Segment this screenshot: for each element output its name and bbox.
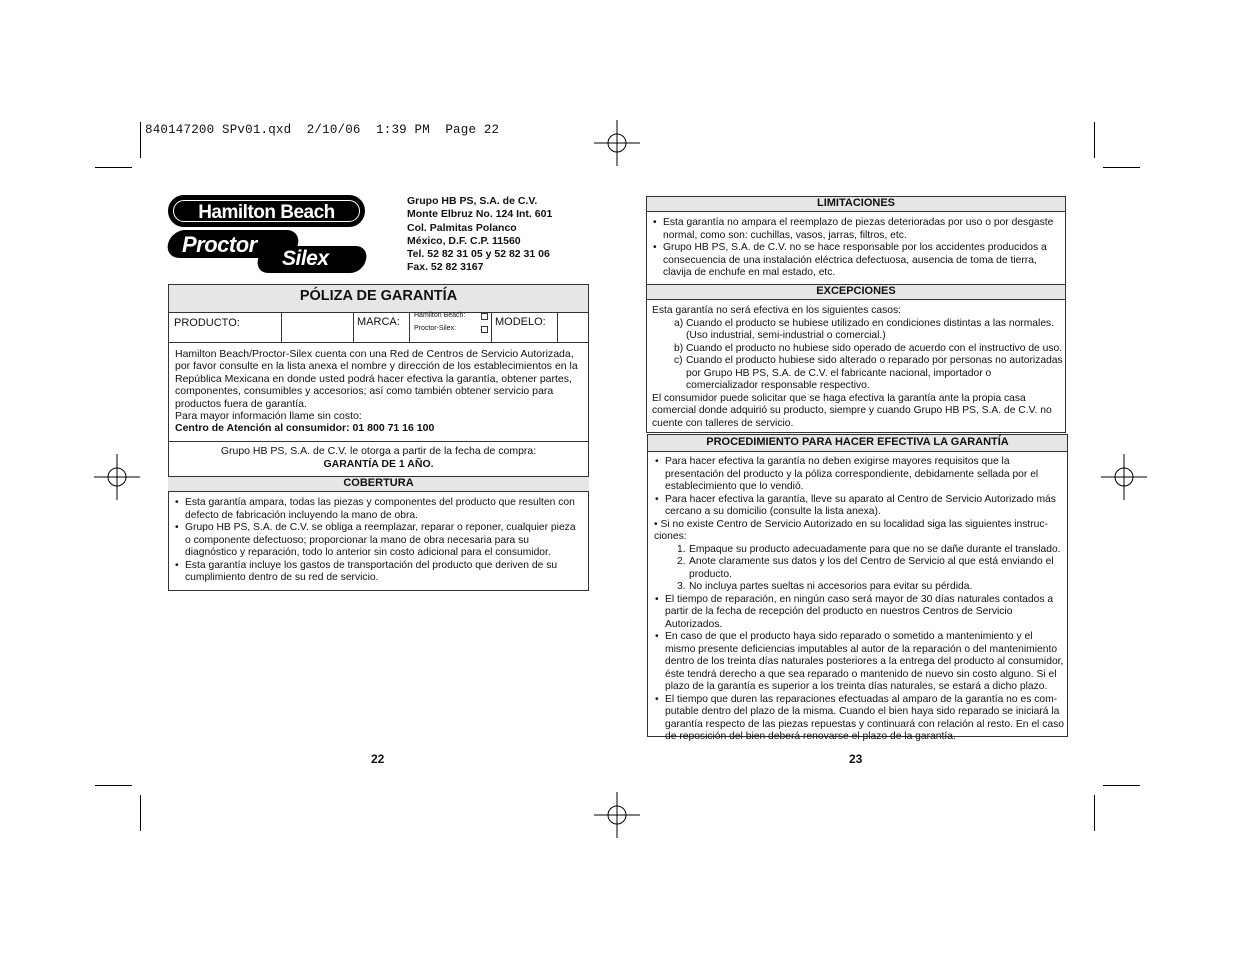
list-item: • En caso de que el producto haya sido reparado o sometido a mantenimiento y el mismo presente deficiencias imputables al autor de la reparación o del mantenimiento dentro de los treinta días naturales posteriores a la entrega del producto al consumidor, éste tendrá derecho a que sea reparado o mantenido de nuevo sin costo alguno. Si el plazo de la garantía es superior a los treinta días naturales, se estará a dicho plazo. <box>649 631 1065 694</box>
crop-mark <box>1103 167 1140 168</box>
crop-mark <box>95 167 132 168</box>
cobertura-title: COBERTURA <box>343 477 414 489</box>
list-item: • Esta garantía no ampara el reemplazo de piezas deterioradas por uso o por desgaste normal, como son: cuchillas, vasos, jarras, filtros, etc. <box>647 217 1062 242</box>
poliza-title: PÓLIZA DE GARANTÍA <box>299 288 458 304</box>
procedimiento-list: • Para hacer efectiva la garantía no deben exigirse mayores requisitos que la presentación del producto y la póliza correspondiente, debidamente sellada por el establecimiento que lo vendió. • Para hacer efectiva la garantía, lleve su aparato al Centro de Servicio Autorizado más cercano a su domicilio (consulte la lista anexa). • Si no existe Centro de Servicio Autorizado en su localidad siga las siguientes instruc- ciones: 1. Empaque su producto adecuadamente para que no se dañe durante el translado. 2. Anote claramente sus datos y los del Centro de Servicio al que está enviando el producto. 3. No incluya partes sueltas ni accesorios para evitar su pérdida. • El tiempo de reparación, en ningún caso será mayor de 30 días naturales contados a partir de la fecha de recepción del producto en nuestros Centros de Servicio Autorizados. • En caso de que el producto haya sido reparado o sometido a mantenimiento y el mismo presente deficiencias imputables al autor de la reparación o del mantenimiento dentro de los treinta días naturales posteriores a la entrega del producto al consumidor, éste tendrá derecho a que sea reparado o mantenido de nuevo sin costo alguno. Si el plazo de la garantía es superior a los treinta días naturales, se estará a dicho plazo. • El tiempo que duren las reparaciones efectuadas al amparo de la garantía no es com- putable dentro del plazo de la misma. Cuando el bien haya sido reparado se iniciará la garantía respecto de las piezas repuestas y continuará con relación al resto. En el caso de reposición del bien deberá renovarse el plazo de la garantía. <box>649 456 1065 744</box>
page-number-right: 23 <box>849 752 863 766</box>
modelo-field[interactable] <box>557 312 589 342</box>
crop-mark <box>140 122 141 158</box>
hamilton-checkbox[interactable] <box>481 313 488 320</box>
list-item: • Esta garantía ampara, todas las piezas y componentes del producto que resulten con defecto de fabricación incluyendo la mano de obra. <box>169 497 579 522</box>
page-number-left: 22 <box>371 752 385 766</box>
divider <box>168 441 589 442</box>
registration-mark-icon <box>594 792 640 838</box>
procedimiento-title: PROCEDIMIENTO PARA HACER EFECTIVA LA GARANTÍA <box>706 436 1009 448</box>
proctor-checkbox[interactable] <box>481 326 488 333</box>
list-item: • Grupo HB PS, S.A. de C.V. no se hace responsable por los accidentes producidos a consecuencia de una instalación eléctrica defectuosa, ausencia de toma de tierra, clavija de enchufe en mal estado, etc. <box>647 242 1062 280</box>
crop-mark <box>95 785 132 786</box>
modelo-label: MODELO: <box>495 316 546 328</box>
registration-mark-icon <box>594 120 640 166</box>
excepciones-title: EXCEPCIONES <box>816 285 896 297</box>
crop-mark <box>1094 795 1095 831</box>
slug-line: 840147200 SPv01.qxd 2/10/06 1:39 PM Page 22 <box>145 123 500 137</box>
list-item: • Para hacer efectiva la garantía no deben exigirse mayores requisitos que la presentación del producto y la póliza correspondiente, debidamente sellada por el establecimiento que lo vendió. <box>649 456 1065 494</box>
list-item: • El tiempo de reparación, en ningún caso será mayor de 30 días naturales contados a partir de la fecha de recepción del producto en nuestros Centros de Servicio Autorizados. <box>649 594 1065 632</box>
marca-label: MARCA: <box>357 316 400 328</box>
hamilton-beach-logo: Hamilton Beach <box>168 195 365 227</box>
limitaciones-title: LIMITACIONES <box>816 197 895 209</box>
company-address: Grupo HB PS, S.A. de C.V. Monte Elbruz No. 124 Int. 601 Col. Palmitas Polanco México, D.F. C.P. 11560 Tel. 52 82 31 05 y 52 82 31 06 Fax. 52 82 3167 <box>407 195 553 274</box>
cobertura-list <box>169 497 579 585</box>
crop-mark <box>1103 785 1140 786</box>
list-item: • Esta garantía incluye los gastos de transportación del producto que deriven de su cumplimiento dentro de su red de servicio. <box>169 560 579 585</box>
list-item: • Grupo HB PS, S.A. de C.V. se obliga a reemplazar, reparar o reponer, cualquier pieza o componente defectuoso; proporcionar la mano de obra necesaria para su diagnóstico y reparación, todo lo anterior sin costo adicional para el consumidor. <box>169 522 579 560</box>
list-item: • Para hacer efectiva la garantía, lleve su aparato al Centro de Servicio Autorizado más cercano a su domicilio (consulte la lista anexa). <box>649 494 1065 519</box>
crop-mark <box>1094 122 1095 158</box>
producto-field[interactable] <box>281 312 354 342</box>
garantia-otorga: Grupo HB PS, S.A. de C.V. le otorga a partir de la fecha de compra: GARANTÍA DE 1 AÑO. <box>220 445 537 470</box>
registration-mark-icon <box>1101 454 1147 500</box>
producto-label: PRODUCTO: <box>174 317 240 329</box>
crop-mark <box>140 795 141 831</box>
list-item: • El tiempo que duren las reparaciones efectuadas al amparo de la garantía no es com- putable dentro del plazo de la misma. Cuando el bien haya sido reparado se iniciará la garantía respecto de las piezas repuestas y continuará con relación al resto. En el caso de reposición del bien deberá renovarse el plazo de la garantía. <box>649 694 1065 744</box>
poliza-intro: Hamilton Beach/Proctor-Silex cuenta con una Red de Centros de Servicio Autorizada, por favor consulte en la lista anexa el nombre y dirección de los establecimientos en la República Mexicana en donde usted podrá hacer efectiva la garantía, obtener partes, componentes, consumibles y accesorios; así como también obtener servicio para productos fuera de garantía. Para mayor información llame sin costo: Centro de Atención al consumidor: 01 800 71 16 100 <box>175 348 578 435</box>
proctor-silex-logo: Proctor Silex <box>168 230 368 274</box>
hamilton-option-label: Hamilton Beach: <box>414 312 466 319</box>
proctor-option-label: Proctor-Silex: <box>414 325 457 332</box>
registration-mark-icon <box>94 454 140 500</box>
limitaciones-list <box>647 217 1062 280</box>
excepciones-body: Esta garantía no será efectiva en los siguientes casos: a) Cuando el producto se hubiese utilizado en condiciones distintas a las normales. (Uso industrial, semi-industrial o comercial.) b) Cuando el producto no hubiese sido operado de acuerdo con el instructivo de uso. c) Cuando el producto hubiese sido alterado o reparado por personas no autorizadas por Grupo HB PS, S.A. de C.V. el fabricante nacional, importador o comercializador responsable respectivo. El consumidor puede solicitar que se haga efectiva la garantía ante la propia casa comercial donde adquirió su producto, siempre y cuando Grupo HB PS, S.A. de C.V. no cuente con talleres de servicio. <box>652 305 1063 429</box>
